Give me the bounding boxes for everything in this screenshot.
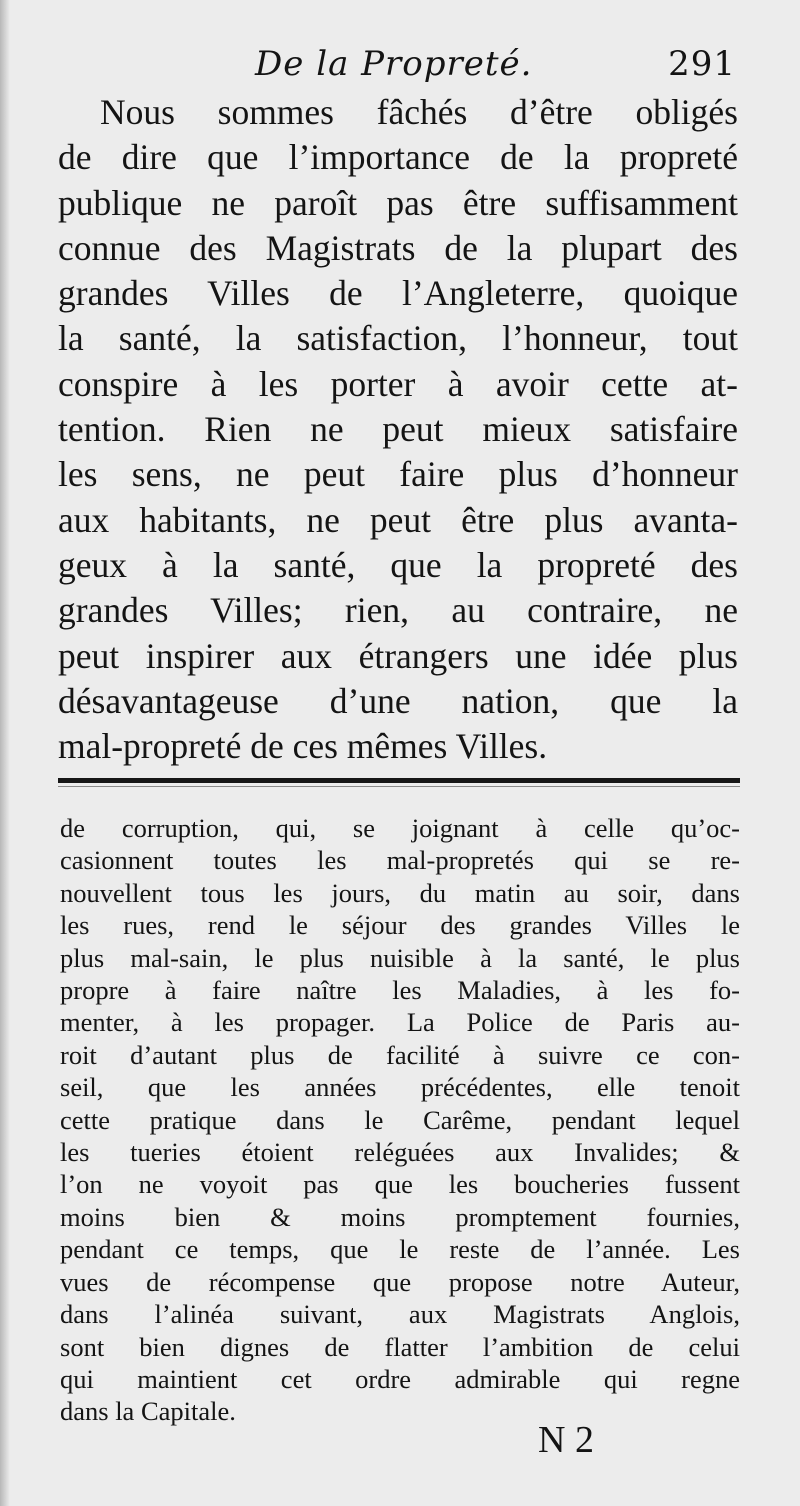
footnote-line: dans la Capitale. (60, 1396, 236, 1427)
footnote-line: de corruption, qui, se joignant à celle qu’oc- (60, 813, 740, 843)
main-text-line: geux à la santé, que la propreté des (58, 544, 738, 585)
page-number: 291 (668, 44, 736, 84)
footnote-line: cette pratique dans le Carême, pendant lequel (60, 1104, 740, 1135)
footnote-line: propre à faire naître les Maladies, à les fo- (60, 975, 740, 1006)
main-paragraph (58, 90, 738, 769)
footnote-paragraph (60, 812, 740, 1428)
footnote-line: l’on ne voyoit pas que les boucheries fussent (60, 1169, 740, 1200)
main-text-line: tention. Rien ne peut mieux satisfaire (58, 409, 738, 450)
footnote-line: menter, à les propager. La Police de Paris au- (60, 1007, 740, 1038)
main-text-line: de dire que l’importance de la propreté (58, 137, 738, 178)
main-text-line: Nous sommes fâchés d’être obligés (100, 92, 738, 132)
main-text-line: mal-propreté de ces mêmes Villes. (58, 726, 548, 767)
footnote-line: plus mal-sain, le plus nuisible à la santé, le plus (60, 942, 740, 973)
main-text-line: publique ne paroît pas être suffisamment (58, 182, 738, 223)
footnote-line: pendant ce temps, que le reste de l’année. Les (60, 1234, 740, 1265)
main-text-line: peut inspirer aux étrangers une idée plus (58, 635, 738, 676)
footnote-line: nouvellent tous les jours, du matin au soir, dans (60, 877, 740, 908)
footnote-line: qui maintient cet ordre admirable qui regne (60, 1363, 740, 1394)
main-text-line: connue des Magistrats de la plupart des (58, 227, 738, 268)
footnote-line: sont bien dignes de flatter l’ambition de celui (60, 1331, 740, 1362)
footnote-line: seil, que les années précédentes, elle tenoit (60, 1072, 740, 1103)
main-text-line: aux habitants, ne peut être plus avanta- (58, 499, 738, 540)
main-text-line: la santé, la satisfaction, l’honneur, tout (58, 318, 738, 359)
footnote-line: casionnent toutes les mal-propretés qui se re- (60, 845, 740, 876)
footnote-line: vues de récompense que propose notre Auteur, (60, 1266, 740, 1297)
running-title: De la Propreté. (255, 44, 533, 84)
footnote-line: les rues, rend le séjour des grandes Villes le (60, 910, 740, 941)
footnote-line: les tueries étoient reléguées aux Invalides; & (60, 1137, 740, 1168)
main-text-line: conspire à les porter à avoir cette at- (58, 363, 738, 404)
footnote-divider-hairline (58, 786, 740, 787)
main-text-line: grandes Villes de l’Angleterre, quoique (58, 273, 738, 314)
footnote-line: dans l’alinéa suivant, aux Magistrats Anglois, (60, 1299, 740, 1330)
main-text-line: grandes Villes; rien, au contraire, ne (58, 590, 738, 631)
main-text-line: les sens, ne peut faire plus d’honneur (58, 454, 738, 495)
footnote-line: roit d’autant plus de facilité à suivre ce con- (60, 1039, 740, 1070)
page-edge-shadow (0, 0, 10, 1506)
printer-signature-mark: N 2 (538, 1419, 594, 1461)
footnote-divider-rule (58, 778, 740, 783)
footnote-line: moins bien & moins promptement fournies, (60, 1201, 740, 1232)
main-text-line: désavantageuse d’une nation, que la (58, 680, 738, 721)
